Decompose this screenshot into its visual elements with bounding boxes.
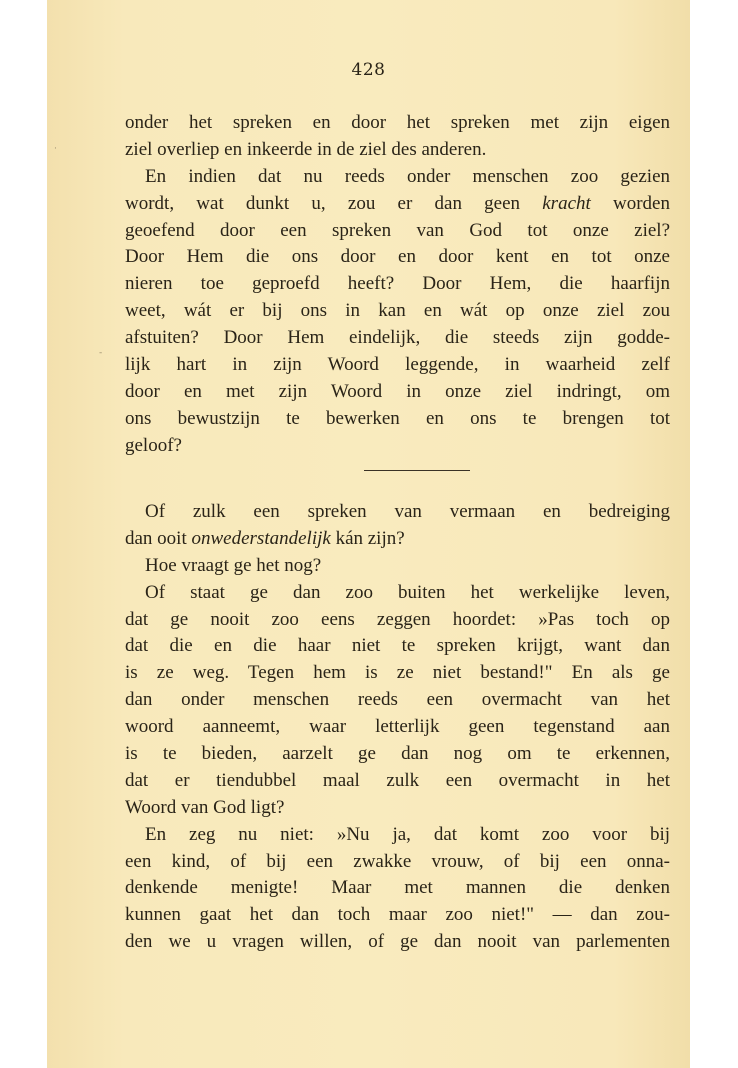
text-line: afstuiten? Door Hem eindelijk, die steeds zijn godde- xyxy=(125,327,670,349)
text-line: den we u vragen willen, of ge dan nooit van parlementen xyxy=(125,931,670,953)
text-line: een kind, of bij een zwakke vrouw, of bij een onna- xyxy=(125,850,670,872)
text-line: onder het spreken en door het spreken met zijn eigen xyxy=(125,112,670,133)
page-number: 428 xyxy=(351,60,386,80)
text-line: dan onder menschen reeds een overmacht van het xyxy=(125,689,670,711)
italic-emphasis: kracht xyxy=(542,192,591,214)
text-line: Of zulk een spreken van vermaan en bedreiging xyxy=(145,501,670,522)
margin-speck: ‐ xyxy=(99,348,103,358)
text-line: is te bieden, aarzelt ge dan nog om te erkennen, xyxy=(125,743,670,765)
text-line: Of staat ge dan zoo buiten het werkelijke leven, xyxy=(145,581,670,603)
text-line: nieren toe geproefd heeft? Door Hem, die haarfijn xyxy=(125,273,670,295)
text-line: weet, wát er bij ons in kan en wát op onze ziel zou xyxy=(125,300,670,322)
text-line: dat die en die haar niet te spreken krijgt, want dan xyxy=(125,635,670,657)
paragraph-block-bottom xyxy=(125,499,670,956)
text-line: Hoe vraagt ge het nog? xyxy=(145,554,322,576)
text-line: wordt, wat dunkt u, zou er dan geen kracht worden xyxy=(125,192,670,214)
paragraph-block-top xyxy=(125,110,670,460)
section-divider xyxy=(364,470,470,471)
text-line: dat er tiendubbel maal zulk een overmacht in het xyxy=(125,769,670,791)
text-line: Woord van God ligt? xyxy=(125,796,285,818)
italic-emphasis: onwederstandelijk xyxy=(191,527,331,549)
text-line: door en met zijn Woord in onze ziel indringt, om xyxy=(125,380,670,402)
text-line: geoefend door een spreken van God tot onze ziel? xyxy=(125,219,670,241)
text-line: lijk hart in zijn Woord leggende, in waarheid zelf xyxy=(125,354,670,376)
text-line: denkende menigte! Maar met mannen die denken xyxy=(125,877,670,899)
text-line: ziel overliep en inkeerde in de ziel des anderen. xyxy=(125,138,487,160)
text-line: kunnen gaat het dan toch maar zoo niet!" — dan zou- xyxy=(125,904,670,926)
text-line: ons bewustzijn te bewerken en ons te brengen tot xyxy=(125,407,670,429)
text-line: En zeg nu niet: »Nu ja, dat komt zoo voor bij xyxy=(145,823,670,845)
text-line: Door Hem die ons door en door kent en tot onze xyxy=(125,246,670,268)
margin-speck: · xyxy=(54,144,57,154)
text-line: En indien dat nu reeds onder menschen zoo gezien xyxy=(145,165,670,187)
text-line: dan ooit onwederstandelijk kán zijn? xyxy=(125,527,405,549)
text-line: woord aanneemt, waar letterlijk geen tegenstand aan xyxy=(125,716,670,738)
text-line: dat ge nooit zoo eens zeggen hoordet: »Pas toch op xyxy=(125,608,670,630)
text-line: geloof? xyxy=(125,434,182,456)
text-line: is ze weg. Tegen hem is ze niet bestand!" En als ge xyxy=(125,662,670,684)
book-page xyxy=(47,0,690,1068)
